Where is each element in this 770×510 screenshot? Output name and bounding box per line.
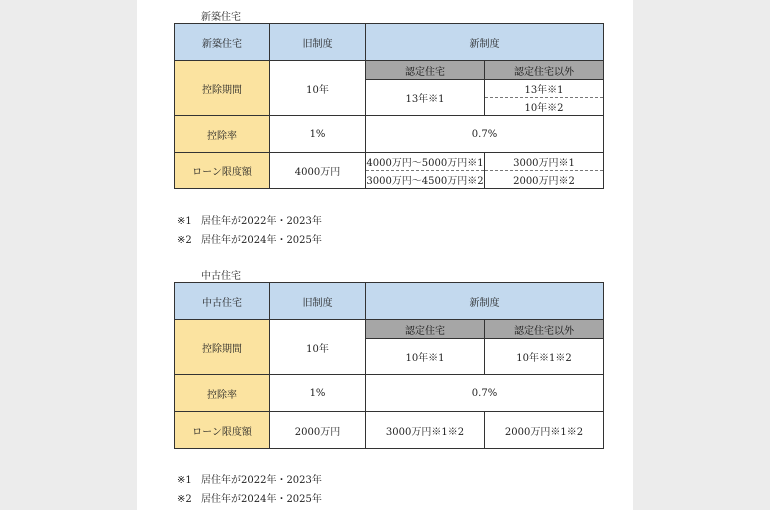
document-page [137,0,633,510]
new-period-certified: 13年※1 [366,80,485,116]
used-note-1-text: 居住年が2022年・2023年 [201,475,322,486]
new-period-other-1: 13年※1 [485,80,604,98]
used-sub-other: 認定住宅以外 [485,320,604,339]
new-note-1 [177,212,322,227]
new-period-old: 10年 [270,61,366,116]
used-limit-certified: 3000万円※1※2 [366,412,485,449]
used-note-2 [177,490,322,505]
new-note-2-mark: ※2 [177,235,192,246]
new-rate-label: 控除率 [175,116,270,153]
used-period-label: 控除期間 [175,320,270,375]
used-limit-label: ローン限度額 [175,412,270,449]
used-note-2-mark: ※2 [177,494,192,505]
used-period-certified: 10年※1 [366,339,485,375]
new-period-other-2: 10年※2 [485,98,604,116]
used-housing-title: 中古住宅 [201,271,241,282]
used-header-label: 中古住宅 [175,283,270,320]
new-header-label: 新築住宅 [175,24,270,61]
used-sub-certified: 認定住宅 [366,320,485,339]
new-limit-certified-2: 3000万円～4500万円※2 [366,171,485,189]
new-period-label: 控除期間 [175,61,270,116]
new-note-1-text: 居住年が2022年・2023年 [201,216,322,227]
new-sub-other: 認定住宅以外 [485,61,604,80]
used-limit-other: 2000万円※1※2 [485,412,604,449]
used-rate-label: 控除率 [175,375,270,412]
new-note-1-mark: ※1 [177,216,192,227]
used-rate-old: 1% [270,375,366,412]
new-sub-certified: 認定住宅 [366,61,485,80]
used-period-other: 10年※1※2 [485,339,604,375]
new-limit-other-1: 3000万円※1 [485,153,604,171]
new-header-new: 新制度 [366,24,604,61]
new-limit-certified-1: 4000万円～5000万円※1 [366,153,485,171]
used-header-new: 新制度 [366,283,604,320]
used-note-2-text: 居住年が2024年・2025年 [201,494,322,505]
used-header-old: 旧制度 [270,283,366,320]
used-housing-table [174,282,604,449]
used-period-old: 10年 [270,320,366,375]
new-limit-label: ローン限度額 [175,153,270,189]
used-rate-new: 0.7% [366,375,604,412]
new-note-2-text: 居住年が2024年・2025年 [201,235,322,246]
new-limit-old: 4000万円 [270,153,366,189]
used-limit-old: 2000万円 [270,412,366,449]
new-limit-other-2: 2000万円※2 [485,171,604,189]
new-housing-table [174,23,604,189]
used-note-1 [177,471,322,486]
new-rate-old: 1% [270,116,366,153]
new-housing-title: 新築住宅 [201,12,241,23]
new-note-2 [177,231,322,246]
new-header-old: 旧制度 [270,24,366,61]
used-note-1-mark: ※1 [177,475,192,486]
new-rate-new: 0.7% [366,116,604,153]
